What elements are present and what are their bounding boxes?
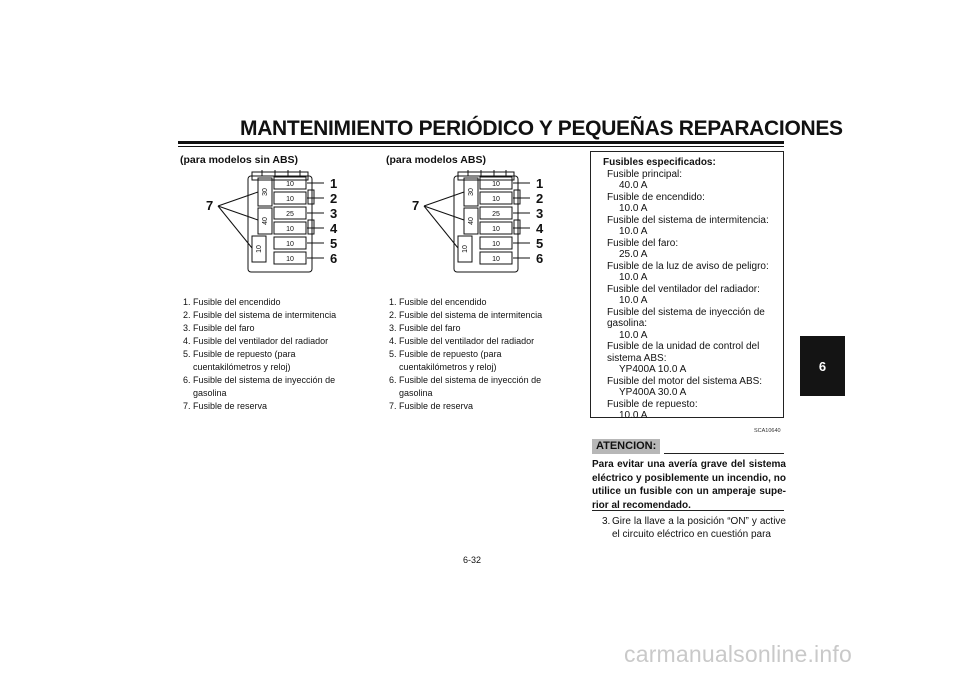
- legend-item: 6. Fusible del sistema de inyección de gasolina: [389, 375, 542, 398]
- spec-label: Fusible de repuesto:: [607, 398, 698, 410]
- spare-fuse-1-rating: 30: [468, 188, 475, 196]
- caution-divider: [664, 453, 784, 454]
- callout-7: 7: [412, 198, 420, 213]
- step-number: 3.: [602, 516, 611, 527]
- callout-1: 1: [330, 176, 338, 191]
- spec-title: Fusibles especificados:: [603, 157, 716, 168]
- legend-item: 5. Fusible de repuesto (para cuentakilómetros y reloj): [389, 349, 502, 372]
- title-rule-thin: [178, 146, 784, 147]
- spec-value: YP400A 30.0 A: [619, 387, 687, 398]
- left-legend-list: [183, 296, 353, 413]
- spec-value: 10.0 A: [619, 329, 648, 341]
- procedure-step: [602, 515, 786, 541]
- legend-item: 4. Fusible del ventilador del radiador: [389, 336, 535, 346]
- fuse-1-rating: 10: [286, 181, 294, 188]
- fuse-4-rating: 10: [286, 226, 294, 233]
- caution-header: [592, 439, 784, 455]
- callout-6: 6: [536, 251, 544, 266]
- spec-value: 40.0 A: [619, 180, 648, 191]
- step-body: Gire la llave a la posición “ON” y active el circuito eléctrico en cuestión para: [612, 516, 786, 540]
- fuse-5-rating: 10: [286, 241, 294, 248]
- callout-2: 2: [330, 191, 338, 206]
- spec-value: YP400A 10.0 A: [619, 364, 687, 375]
- caution-rule: [592, 510, 784, 511]
- callout-3: 3: [536, 206, 544, 221]
- spare-fuse-2-rating: 40: [262, 217, 269, 225]
- caution-text: Para evitar una avería grave del sistema eléctrico y posiblemente un incendio, no utilice un fusible con un amperaje supe-rior al recomendado.: [592, 459, 786, 511]
- fuse-5-rating: 10: [492, 241, 500, 248]
- spec-label: Fusible del sistema de inyección de gasolina:: [607, 306, 765, 329]
- spec-label: Fusible del motor del sistema ABS:: [607, 375, 763, 387]
- spec-value: 10.0 A: [619, 295, 648, 306]
- fuse-box-diagram-abs: [406, 170, 556, 280]
- spec-label: Fusible del ventilador del radiador:: [607, 283, 760, 295]
- legend-item: 6. Fusible del sistema de inyección de gasolina: [183, 375, 336, 398]
- fuse-2-rating: 10: [286, 196, 294, 203]
- legend-item: 2. Fusible del sistema de intermitencia: [389, 310, 543, 320]
- fuse-3-rating: 25: [286, 211, 294, 218]
- legend-item: 1. Fusible del encendido: [183, 297, 281, 307]
- legend-item: 7. Fusible de reserva: [183, 401, 268, 411]
- spec-label: Fusible del faro:: [607, 237, 679, 249]
- fuse-4-rating: 10: [492, 226, 500, 233]
- callout-7: 7: [206, 198, 214, 213]
- legend-item: 2. Fusible del sistema de intermitencia: [183, 310, 337, 320]
- fuse-spec-box: [590, 151, 784, 421]
- spec-value: 10.0 A: [619, 272, 648, 283]
- legend-item: 3. Fusible del faro: [389, 323, 461, 333]
- callout-4: 4: [330, 221, 338, 236]
- watermark: carmanualsonline.info: [624, 641, 852, 667]
- legend-item: 5. Fusible de repuesto (para cuentakilómetros y reloj): [183, 349, 296, 372]
- page-number: 6-32: [463, 555, 482, 565]
- callout-3: 3: [330, 206, 338, 221]
- fuse-6-rating: 10: [286, 256, 294, 263]
- callout-4: 4: [536, 221, 544, 236]
- caution-label: ATENCION:: [592, 439, 660, 454]
- middle-column-heading: (para modelos ABS): [386, 154, 486, 166]
- spare-fuse-2-rating: 40: [468, 217, 475, 225]
- chapter-tab: 6: [800, 336, 845, 396]
- fuse-6-rating: 10: [492, 256, 500, 263]
- callout-6: 6: [330, 251, 338, 266]
- legend-item: 4. Fusible del ventilador del radiador: [183, 336, 329, 346]
- spec-label: Fusible de la unidad de control del sistema ABS:: [607, 341, 760, 364]
- spec-value: 10.0 A: [619, 410, 648, 421]
- fuse-2-rating: 10: [492, 196, 500, 203]
- callout-2: 2: [536, 191, 544, 206]
- fuse-3-rating: 25: [492, 211, 500, 218]
- spec-label: Fusible de la luz de aviso de peligro:: [607, 260, 769, 272]
- callout-1: 1: [536, 176, 544, 191]
- spec-value: 10.0 A: [619, 203, 648, 214]
- callout-5: 5: [330, 236, 338, 251]
- page-title: MANTENIMIENTO PERIÓDICO Y PEQUEÑAS REPARACIONES: [240, 117, 843, 140]
- spec-value: 10.0 A: [619, 226, 648, 237]
- spec-label: Fusible de encendido:: [607, 191, 705, 203]
- spec-value: 25.0 A: [619, 249, 648, 260]
- spare-fuse-3-rating: 10: [462, 245, 469, 253]
- callout-5: 5: [536, 236, 544, 251]
- spec-label: Fusible del sistema de intermitencia:: [607, 214, 769, 226]
- legend-item: 3. Fusible del faro: [183, 323, 255, 333]
- spare-fuse-3-rating: 10: [256, 245, 263, 253]
- spare-fuse-1-rating: 30: [262, 188, 269, 196]
- left-column-heading: (para modelos sin ABS): [180, 154, 299, 166]
- title-rule: [178, 141, 784, 144]
- fuse-box-diagram-non-abs: [200, 170, 350, 280]
- fuse-1-rating: 10: [492, 181, 500, 188]
- spec-label: Fusible principal:: [607, 168, 683, 180]
- legend-item: 1. Fusible del encendido: [389, 297, 487, 307]
- reference-code: SCA10640: [754, 428, 781, 434]
- legend-item: 7. Fusible de reserva: [389, 401, 474, 411]
- middle-legend-list: [389, 296, 559, 413]
